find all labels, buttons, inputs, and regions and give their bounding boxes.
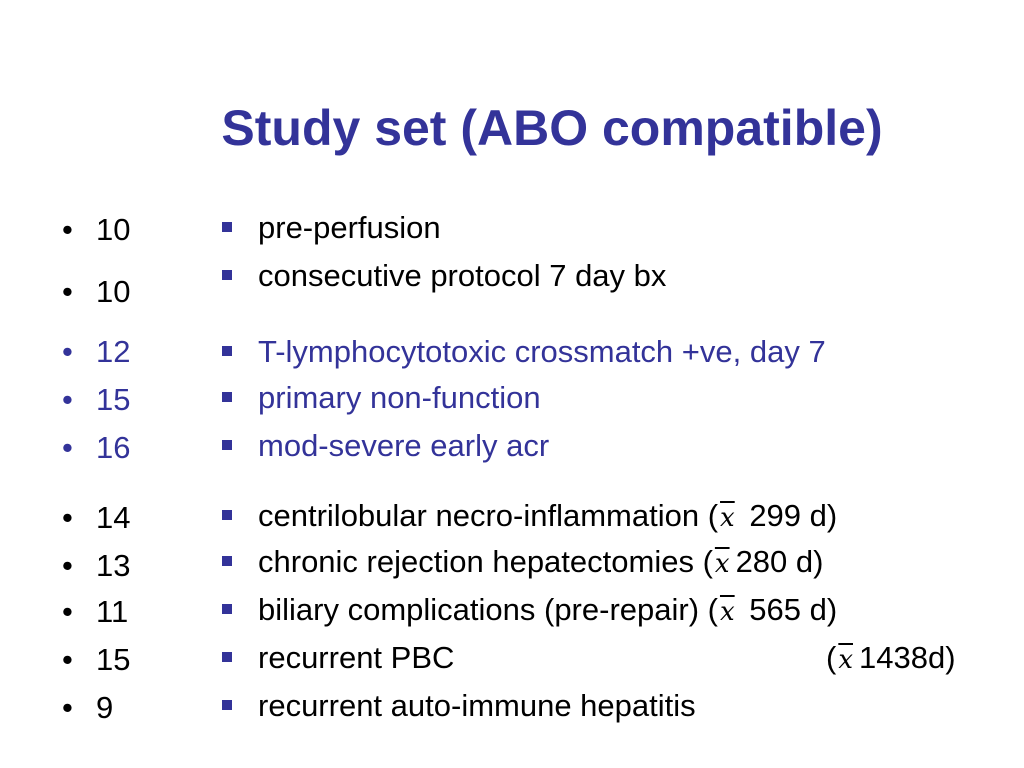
count-item — [62, 274, 130, 310]
list-item — [222, 380, 541, 416]
list-item — [222, 544, 823, 582]
list-item-mean — [826, 640, 956, 678]
item-text: recurrent auto-immune hepatitis — [258, 688, 696, 723]
count-item — [62, 594, 128, 630]
item-text: centrilobular necro-inflammation ( — [258, 498, 719, 533]
item-text: mod-severe early acr — [258, 428, 550, 463]
slide-title: Study set (ABO compatible) — [221, 100, 883, 156]
count-value: 15 — [96, 382, 131, 417]
bullet-icon: • — [62, 430, 73, 465]
bullet-icon: • — [62, 548, 73, 583]
item-suffix-prefix: ( — [826, 640, 837, 675]
item-suffix: 299 d) — [740, 498, 838, 533]
square-bullet-icon — [222, 222, 232, 232]
square-bullet-icon — [222, 392, 232, 402]
list-item — [222, 498, 837, 536]
item-text: recurrent PBC — [258, 640, 455, 675]
item-text: consecutive protocol 7 day bx — [258, 258, 667, 293]
bullet-icon: • — [62, 594, 73, 629]
count-item — [62, 548, 130, 584]
count-item — [62, 690, 113, 726]
item-text: biliary complications (pre-repair) ( — [258, 592, 718, 627]
list-item — [222, 640, 454, 676]
bullet-icon: • — [62, 212, 73, 247]
list-item — [222, 210, 441, 246]
item-text: chronic rejection hepatectomies ( — [258, 544, 713, 579]
item-text: primary non-function — [258, 380, 541, 415]
square-bullet-icon — [222, 604, 232, 614]
square-bullet-icon — [222, 556, 232, 566]
list-item — [222, 688, 696, 724]
bullet-icon: • — [62, 274, 73, 309]
item-suffix: 565 d) — [740, 592, 838, 627]
count-value: 14 — [96, 500, 131, 535]
item-text: pre-perfusion — [258, 210, 441, 245]
count-value: 11 — [96, 594, 129, 629]
count-item — [62, 430, 130, 466]
square-bullet-icon — [222, 270, 232, 280]
count-item — [62, 212, 130, 248]
mean-symbol-icon: $\overline{x}$ — [714, 549, 730, 579]
mean-symbol-icon: $\overline{x}$ — [838, 645, 853, 675]
item-text: T-lymphocytotoxic crossmatch +ve, day 7 — [258, 334, 826, 369]
count-value: 16 — [96, 430, 131, 465]
count-value: 9 — [96, 690, 114, 725]
count-value: 13 — [96, 548, 131, 583]
count-value: 15 — [96, 642, 131, 677]
list-item — [222, 334, 826, 370]
bullet-icon: • — [62, 334, 73, 369]
list-item — [222, 592, 837, 630]
square-bullet-icon — [222, 510, 232, 520]
item-suffix: 1438d) — [859, 640, 956, 675]
count-value: 10 — [96, 274, 131, 309]
count-item — [62, 382, 130, 418]
list-item — [222, 428, 549, 464]
square-bullet-icon — [222, 700, 232, 710]
bullet-icon: • — [62, 382, 73, 417]
list-item — [222, 258, 666, 294]
bullet-icon: • — [62, 690, 73, 725]
count-item — [62, 334, 130, 370]
bullet-icon: • — [62, 500, 73, 535]
square-bullet-icon — [222, 440, 232, 450]
count-item — [62, 642, 130, 678]
count-value: 12 — [96, 334, 131, 369]
square-bullet-icon — [222, 652, 232, 662]
count-item — [62, 500, 130, 536]
bullet-icon: • — [62, 642, 73, 677]
mean-symbol-icon: $\overline{x}$ — [720, 503, 735, 533]
square-bullet-icon — [222, 346, 232, 356]
item-suffix: 280 d) — [735, 544, 824, 579]
mean-symbol-icon: $\overline{x}$ — [719, 597, 735, 627]
count-value: 10 — [96, 212, 131, 247]
